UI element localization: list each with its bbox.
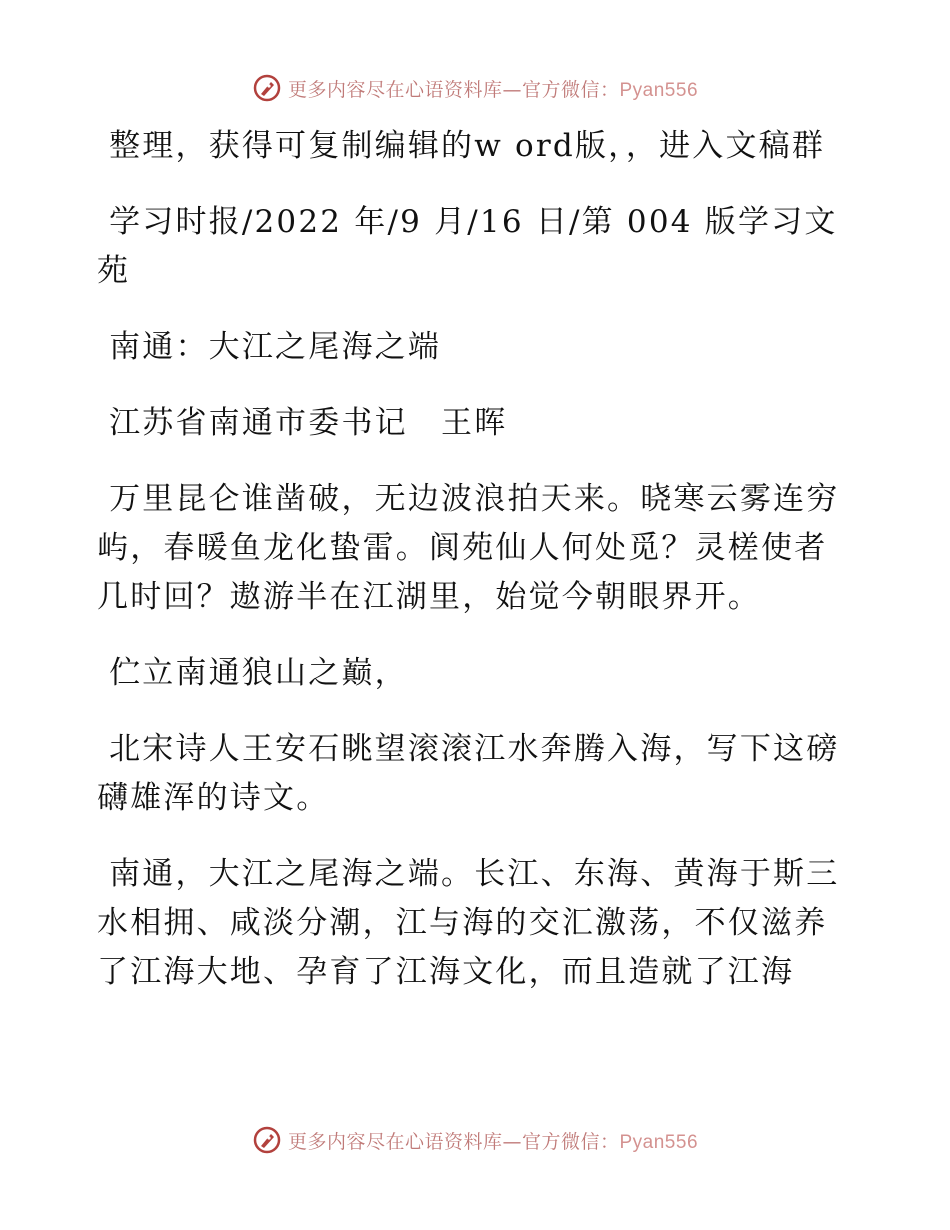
pen-nib-logo-icon [252,1125,282,1155]
header-watermark [0,68,950,108]
source-line: 学习时报/2022 年/9 月/16 日/第 004 版学习文苑 [97,204,838,289]
pen-nib-logo-icon [252,73,282,103]
body-paragraph: 伫立南通狼山之巅， [97,655,408,691]
document-body [97,122,857,1024]
body-paragraph: 南通，大江之尾海之端。长江、东海、黄海于斯三水相拥、咸淡分潮，江与海的交汇激荡，不仅滋养了江海大地、孕育了江海文化，而且造就了江海 [97,856,840,990]
doc-note-paragraph: 整理，获得可复制编辑的w ord版，，进入文稿群 [97,128,826,164]
watermark-text: 更多内容尽在心语资料库—官方微信：Pyan556 [287,78,699,101]
body-paragraph: 北宋诗人王安石眺望滚滚江水奔腾入海，写下这磅礴雄浑的诗文。 [97,731,840,816]
watermark-text: 更多内容尽在心语资料库—官方微信：Pyan556 [287,1130,699,1153]
poem-paragraph: 万里昆仑谁凿破，无边波浪拍天来。晓寒云雾连穷屿，春暖鱼龙化蛰雷。阆苑仙人何处觅？灵槎使者几时回？遨游半在江湖里，始觉今朝眼界开。 [97,481,840,615]
footer-watermark [0,1120,950,1160]
article-title: 南通：大江之尾海之端 [97,329,442,365]
author-line: 江苏省南通市委书记 王晖 [97,405,508,441]
